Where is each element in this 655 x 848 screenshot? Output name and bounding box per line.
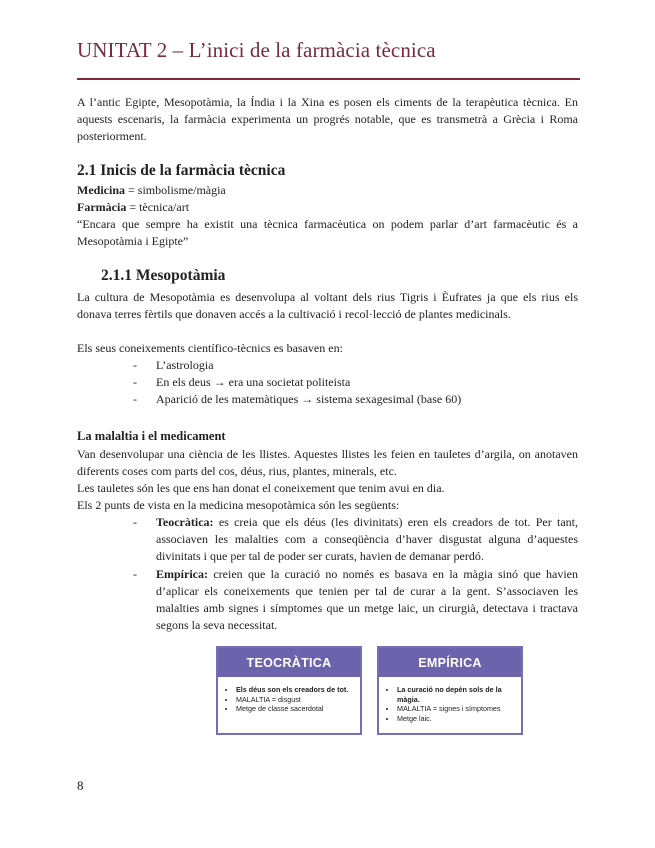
malaltia-paragraph-2: Les tauletes són les que ens han donat el coneixement que tenim avui en dia. [77,481,445,495]
list-item: - Teocràtica: es creia que els déus (les divinitats) eren els creadors de tot. Per tant, associaven les malalties com a conseqüència d’haver disgustat alguna d’aquestes divinitats i que per tal de poder ser curats, havien de demanar perdó. [133,515,578,564]
malaltia-paragraph-1: Van desenvolupar una ciència de les llistes. Aquestes llistes les feien en tauletes d’argila, on anotaven diferents coses com parts del cos, déus, rius, plantes, minerals, etc. [77,447,578,479]
viewpoints-list [133,514,578,634]
card-sub-point: • Metge de classe sacerdotal [236,704,356,714]
card-empirica [377,646,523,735]
definition-farmacia [77,199,578,216]
definition-medicina [77,182,578,199]
list-item: - L’astrologia [133,358,214,372]
list-item: - Aparició de les matemàtiques → sistema sexagesimal (base 60) [133,392,462,407]
intro-paragraph: A l’antic Egipte, Mesopotàmia, la Índia i la Xina es posen els ciments de la terapèutica tècnica. En aquests escenaris, la farmàcia experimenta un progrés notable, que es transmetrà a Grècia i Roma posteriorment. [77,95,578,144]
knowledge-intro: Els seus coneixements científico-tècnics es basaven en: [77,341,343,355]
title-divider [77,78,580,80]
list-item: - Empírica: creien que la curació no només es basava en la màgia sinó que havien d’aplicar els coneixements que tenien per tal de curar a la gent. S’associaven les malalties amb signes i símptomes que un metge laic, un cirurgià, detectava i tractava segons la seva necessitat. [133,566,578,633]
definition-text: = simbolisme/màgia [125,183,226,197]
section-heading-2-1: 2.1 Inicis de la farmàcia tècnica [77,162,286,179]
section-heading-2-1-1: 2.1.1 Mesopotàmia [101,267,226,284]
definition-term: Farmàcia [77,200,127,214]
card-teocratica [216,646,362,735]
list-item: - En els deus → era una societat politeista [133,375,351,390]
card-title: EMPÍRICA [379,648,521,677]
card-sub-point: • MALALTIA = disgust [236,695,356,705]
page-number: 8 [77,778,84,793]
card-main-point: • La curació no depèn sols de la màgia. [397,685,517,704]
quote-paragraph: “Encara que sempre ha existit una tècnica farmacèutica on podem parlar d’art farmacèutic és a Mesopotàmia i Egipte” [77,217,578,249]
knowledge-list [133,357,578,409]
card-title: TEOCRÀTICA [218,648,360,677]
card-sub-point: • Metge laic. [397,714,517,724]
mesopotamia-paragraph: La cultura de Mesopotàmia es desenvolupa al voltant dels rius Tigris i Èufrates ja que els rius els donava terres fèrtils que donaven accés a la cultivació i recol·lecció de plantes medicinals. [77,290,578,322]
malaltia-paragraph-3: Els 2 punts de vista en la medicina mesopotàmica són les següents: [77,498,400,512]
definition-text: = tècnica/art [126,200,190,214]
page-title: UNITAT 2 – L’inici de la farmàcia tècnica [77,38,436,62]
card-sub-point: • MALALTIA = signes i símptomes [397,704,517,714]
card-main-point: • Els déus son els creadors de tot. [236,685,356,695]
section-heading-malaltia: La malaltia i el medicament [77,429,226,443]
definition-term: Medicina [77,183,125,197]
